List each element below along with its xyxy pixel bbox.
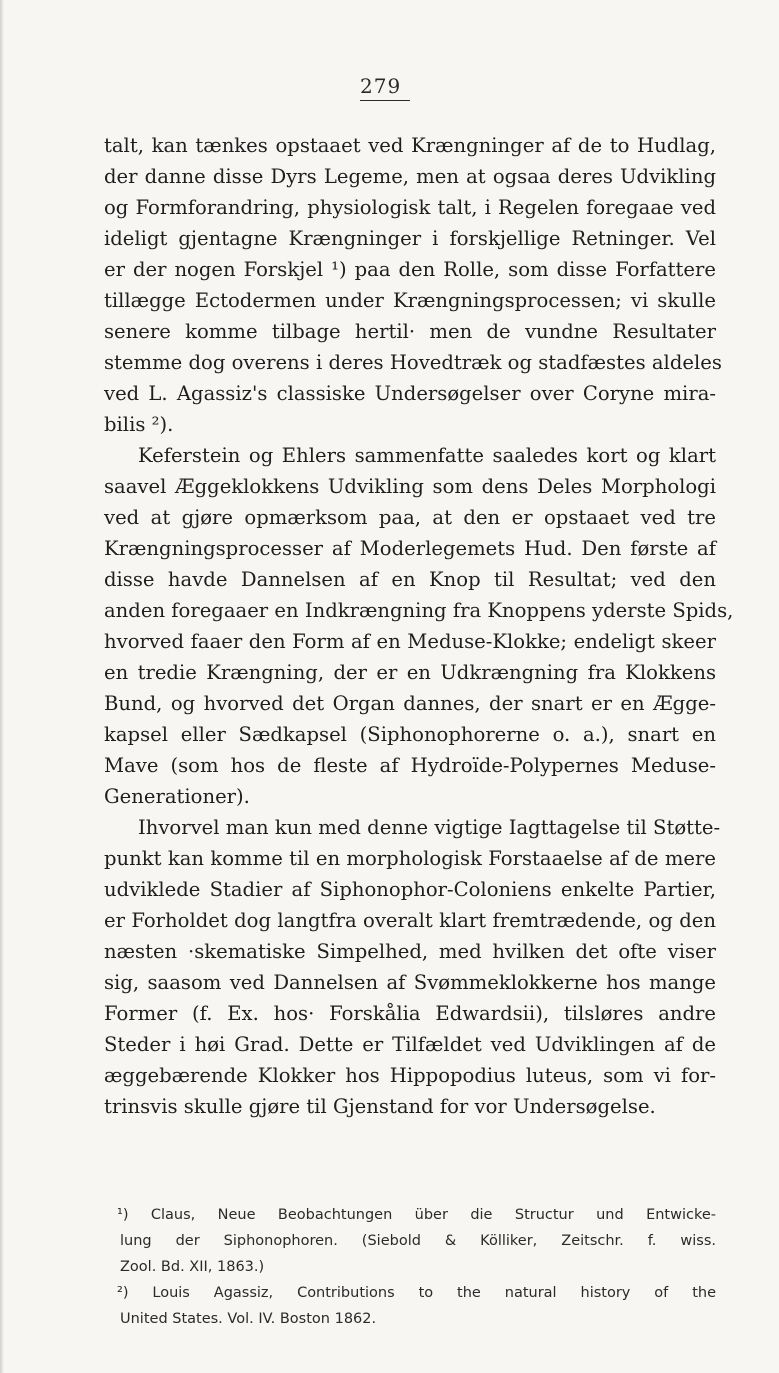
text-line: Generationer).	[104, 785, 250, 808]
text-line: er der nogen Forskjel ¹) paa den Rolle, som disse Forfattere	[104, 258, 716, 281]
text-line: næsten ·skematiske Simpelhed, med hvilken det ofte viser	[104, 940, 716, 963]
text-line: trinsvis skulle gjøre til Gjenstand for vor Undersøgelse.	[104, 1095, 656, 1118]
footnote-2-line: ²) Louis Agassiz, Contributions to the natural history of the	[117, 1285, 716, 1301]
text-line: Bund, og hvorved det Organ dannes, der snart er en Ægge-	[104, 692, 716, 715]
text-line: Former (f. Ex. hos· Forskålia Edwardsii), tilsløres andre	[104, 1002, 716, 1025]
body-text	[104, 130, 734, 1122]
footnote-2-line: United States. Vol. IV. Boston 1862.	[120, 1311, 377, 1327]
text-line: senere komme tilbage hertil· men de vundne Resultater	[104, 320, 716, 343]
footnote-1-line: Zool. Bd. XII, 1863.)	[120, 1259, 265, 1275]
text-line: tillægge Ectodermen under Krængningsprocessen; vi skulle	[104, 289, 716, 312]
text-line: der danne disse Dyrs Legeme, men at ogsaa deres Udvikling	[104, 165, 716, 188]
text-line: stemme dog overens i deres Hovedtræk og stadfæstes aldeles	[104, 351, 722, 374]
text-line: og Formforandring, physiologisk talt, i Regelen foregaae ved	[104, 196, 716, 219]
page-number: 279	[360, 74, 402, 98]
text-line: en tredie Krængning, der er en Udkrængning fra Klokkens	[104, 661, 716, 684]
paragraph-start-line: Ihvorvel man kun med denne vigtige Iagttagelse til Støtte-	[138, 816, 721, 839]
text-line: hvorved faaer den Form af en Meduse-Klokke; endeligt skeer	[104, 630, 716, 653]
text-line: saavel Æggeklokkens Udvikling som dens Deles Morphologi	[104, 475, 716, 498]
text-line: punkt kan komme til en morphologisk Forstaaelse af de mere	[104, 847, 716, 870]
footnotes	[104, 1202, 716, 1332]
text-line: anden foregaaer en Indkrængning fra Knoppens yderste Spids,	[104, 599, 734, 622]
text-line: er Forholdet dog langtfra overalt klart fremtrædende, og den	[104, 909, 716, 932]
text-line: Steder i høi Grad. Dette er Tilfældet ved Udviklingen af de	[104, 1033, 716, 1056]
text-line: æggebærende Klokker hos Hippopodius luteus, som vi for-	[104, 1064, 716, 1087]
text-line: kapsel eller Sædkapsel (Siphonophorerne o. a.), snart en	[104, 723, 716, 746]
text-line: bilis ²).	[104, 413, 174, 436]
page-edge-shadow	[0, 0, 4, 1373]
text-line: ved at gjøre opmærksom paa, at den er opstaaet ved tre	[104, 506, 716, 529]
text-line: Mave (som hos de fleste af Hydroïde-Polypernes Meduse-	[104, 754, 716, 777]
footnote-1-line: ¹) Claus, Neue Beobachtungen über die Structur und Entwicke-	[117, 1207, 716, 1223]
page-number-underline	[360, 100, 410, 101]
text-line: talt, kan tænkes opstaaet ved Krængninger af de to Hudlag,	[104, 134, 716, 157]
text-line: udviklede Stadier af Siphonophor-Coloniens enkelte Partier,	[104, 878, 716, 901]
footnote-1-line: lung der Siphonophoren. (Siebold & Kölliker, Zeitschr. f. wiss.	[120, 1233, 716, 1249]
text-line: sig, saasom ved Dannelsen af Svømmeklokkerne hos mange	[104, 971, 716, 994]
text-line: ideligt gjentagne Krængninger i forskjellige Retninger. Vel	[104, 227, 716, 250]
text-line: ved L. Agassiz's classiske Undersøgelser over Coryne mira-	[104, 382, 716, 405]
paragraph-start-line: Keferstein og Ehlers sammenfatte saaledes kort og klart	[138, 444, 716, 467]
text-line: disse havde Dannelsen af en Knop til Resultat; ved den	[104, 568, 716, 591]
text-line: Krængningsprocesser af Moderlegemets Hud. Den første af	[104, 537, 716, 560]
